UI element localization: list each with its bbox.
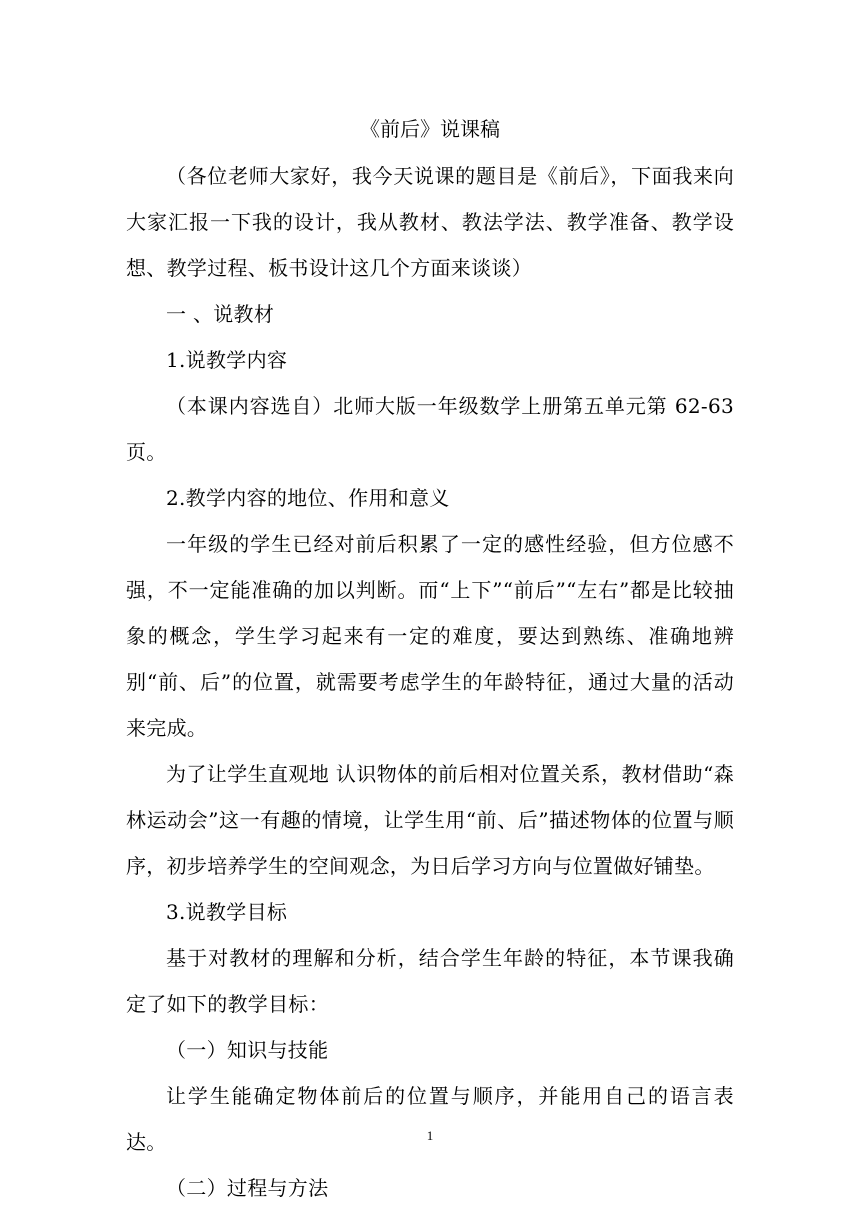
document-title: 《前后》说课稿 <box>360 117 500 141</box>
section-heading-teaching-material: 一 、说教材 <box>166 302 275 326</box>
paragraph-objectives-intro: 基于对教材的理解和分析，结合学生年龄的特征，本节课我确定了如下的教学目标： <box>126 946 734 1016</box>
paragraph-content-source: （本课内容选自）北师大版一年级数学上册第五单元第 62-63页。 <box>126 394 734 464</box>
paragraph-forest-sports-meet: 为了让学生直观地 认识物体的前后相对位置关系，教材借助“森林运动会”这一有趣的情境，让学生用“前、后”描述物体的位置与顺序，初步培养学生的空间观念，为日后学习方向与位置做好铺垫。 <box>126 762 734 878</box>
paragraph-knowledge-skills: 让学生能确定物体前后的位置与顺序，并能用自己的语言表达。 <box>126 1084 734 1154</box>
subheading-process-method: （二）过程与方法 <box>166 1176 329 1200</box>
subheading-status-role-meaning: 2.教学内容的地位、作用和意义 <box>166 486 450 510</box>
document-body <box>126 153 734 1211</box>
intro-paragraph: （各位老师大家好，我今天说课的题目是《前后》，下面我来向大家汇报一下我的设计，我从教材、教法学法、教学准备、教学设想、教学过程、板书设计这几个方面来谈谈） <box>126 164 734 280</box>
subheading-teaching-objectives: 3.说教学目标 <box>166 900 288 924</box>
paragraph-student-experience: 一年级的学生已经对前后积累了一定的感性经验，但方位感不强，不一定能准确的加以判断。而“上下”“前后”“左右”都是比较抽象的概念，学生学习起来有一定的难度，要达到熟练、准确地辨别“前、后”的位置，就需要考虑学生的年龄特征，通过大量的活动来完成。 <box>126 532 734 740</box>
page-number: 1 <box>426 1128 434 1143</box>
subheading-knowledge-skills: （一）知识与技能 <box>166 1038 329 1062</box>
subheading-teaching-content: 1.说教学内容 <box>166 348 288 372</box>
